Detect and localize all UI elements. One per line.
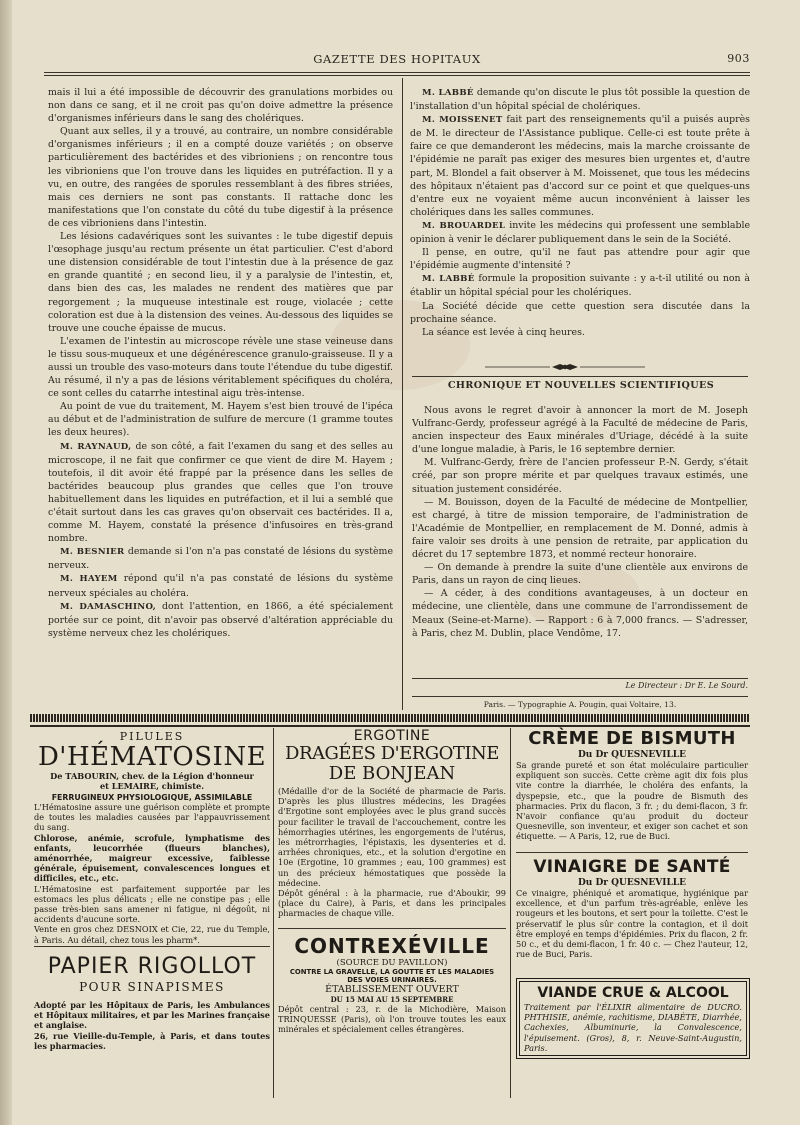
left-column-paragraph: [48, 400, 393, 439]
ad-title: CRÈME DE BISMUTH: [528, 728, 736, 749]
paragraph-text: formule la proposition suivante : y a-t-il utilité ou non à établir un hôpital spécial pour les cholériques.: [410, 273, 750, 299]
ad-separator: [278, 928, 506, 929]
ad-body: Ce vinaigre, phéniqué et aromatique, hygiénique par excellence, et d'un parfum très-agréable, enlève les rougeurs et les boutons, et sert pour la toilette. C'est le préservatif le plus sûr contre la contagion, et il doit être employé en temps d'épidémies. Prix du flacon, 2 fr. 50 c., et du demi-flacon, 1 fr. 40 c. — Chez l'auteur, 12, rue de Buci, Paris.: [516, 888, 748, 960]
left-column-paragraph: [48, 572, 393, 599]
left-column: [48, 86, 393, 640]
ad-body: L'Hématosine est parfaitement supportée par les estomacs les plus délicats ; elle ne constipe pas ; elle passe très-bien sans amener ni fatigue, ni dégoût, ni accidents d'aucune sorte.: [34, 883, 270, 925]
chronique-paragraph: [412, 456, 748, 495]
ad-vinaigre-sante: [516, 856, 748, 959]
right-column-paragraph: [410, 113, 750, 219]
ad-separator: [34, 946, 270, 947]
paragraph-text: Quant aux selles, il y a trouvé, au contraire, un nombre considérable d'organismes inférieurs ; il en a compté douze variétés ; on observe particulièrement des bactérides et des vibrioniens ; on rencontre tous les vibrioniens que l'on trouve dans les liquides en putréfaction. Il y a vu, en outre, des rangées de sporules ressemblant à des fibres striées, mais ces derniers ne sont pas constants. Il rattache donc les manifestations que l'on constate du côté du tube digestif à la présence de ces vibrioniens dans l'intestin.: [48, 126, 393, 229]
ad-title: VIANDE CRUE & ALCOOL: [537, 985, 729, 1001]
ad-dragees-ergotine: [278, 728, 506, 919]
ad-line: (SOURCE DU PAVILLON): [336, 958, 448, 968]
paragraph-text: de son côté, a fait l'examen du sang et des selles au microscope, il ne fait que confirmer ce que vient de dire M. Hayem ; toutefois, il dit avoir été frappé par la présence dans les selles de bactérides beaucoup plus grandes que celles que l'on trouve habituellement dans les liquides en putréfaction, et il lui a semblé que c'était surtout dans les cas graves qu'on observait ces bactérides. Il a, comme M. Hayem, constaté la présence d'infusoires en très-grand nombre.: [48, 440, 393, 545]
speaker-name: M. BESNIER: [60, 547, 125, 558]
right-column-paragraph: [410, 219, 750, 246]
imprint-rule: [412, 696, 748, 697]
right-column-paragraph: [410, 246, 750, 272]
paragraph-text: — M. Bouisson, doyen de la Faculté de médecine de Montpellier, est chargé, à titre de mission temporaire, de l'administration de l'Académie de Montpellier, en remplacement de M. Donné, admis à faire valoir ses droits à une pension de retraite, par application du décret du 17 septembre 1873, et nommé recteur honoraire.: [412, 496, 748, 561]
header-rule: [44, 72, 750, 73]
speaker-name: M. BROUARDEL: [422, 220, 506, 231]
paragraph-text: demande si l'on n'a pas constaté de lésions du système nerveux.: [48, 546, 393, 572]
ad-body: L'Hématosine assure une guérison complète et prompte de toutes les maladies causées par l'appauvrissement du sang.: [34, 802, 270, 833]
paragraph-text: invite les médecins qui professent une semblable opinion à venir le déclarer publiquement dans le sein de la Société.: [410, 219, 750, 246]
paragraph-text: Nous avons le regret d'avoir à annoncer la mort de M. Joseph Vulfranc-Gerdy, professeur agrégé à la Faculté de médecine de Paris, ancien inspecteur des Eaux minérales d'Uriage, décédé à la suite d'une longue maladie, à Paris, le 16 septembre dernier.: [412, 405, 748, 456]
paragraph-text: Les lésions cadavériques sont les suivantes : le tube digestif depuis l'œsophage jusqu'au rectum présente un état particulier. C'est d'abord une distension considérable de tout l'intestin due à la présence de gaz en grande quantité ; en second lieu, il y a paralysie de l'intestin, et, dans bien des cas, les malades ne rendent des matières que par regorgement ; la muqueuse intestinale est rouge, violacée ; cette coloration est due à la distension des veines. Au-dessous des liquides se trouve une couche épaisse de mucus.: [48, 231, 393, 334]
ad-line: CONTRE LA GRAVELLE, LA GOUTTE ET LES MALADIES: [289, 968, 495, 976]
ad-body: Sa grande pureté et son état moléculaire particulier expliquent son succès. Cette crème agit dix fois plus vite contre la diarrhée, le choléra des enfants, la dyspepsie, etc., que la poudre de Bismuth des pharmacies. Prix du flacon, 3 fr. ; du demi-flacon, 3 fr. N'avoir confiance qu'au produit du docteur Quesneville, son inventeur, et exiger son cachet et son étiquette. — A Paris, 12, rue de Buci.: [516, 760, 748, 842]
ad-doctor: Du Dr QUESNEVILLE: [577, 750, 686, 760]
section-ornament: [480, 362, 650, 372]
ad-separator: [516, 852, 748, 853]
ad-divider: [273, 728, 274, 1098]
paragraph-text: La séance est levée à cinq heures.: [422, 326, 585, 338]
paragraph-text: fait part des renseignements qu'il a puisés auprès de M. le directeur de l'Assistance publique. Celle-ci est toute prête à faire ce que demanderont les médecins, mais la marche croissante de l'épidémie ne paraît pas exiger des mesures bien urgentes et, d'autre part, M. Blondel a fait observer à M. Moissenet, que tous les médecins des hôpitaux n'étaient pas d'accord sur ce point et que quelques-uns d'entre eux ne voyaient même aucun inconvénient à laisser les cholériques dans les salles communes.: [410, 114, 750, 218]
ads-band: [30, 714, 750, 722]
speaker-name: M. LABBÉ: [422, 274, 475, 285]
ad-line: DES VOIES URINAIRES.: [347, 976, 437, 984]
speaker-name: M. DAMASCHINO,: [60, 601, 157, 612]
paragraph-text: La Société décide que cette question sera discutée dans la prochaine séance.: [410, 300, 750, 325]
ad-line: ÉTABLISSEMENT OUVERT: [325, 984, 459, 995]
speaker-name: M. MOISSENET: [422, 115, 503, 126]
ad-line: FERRUGINEUX PHYSIOLOGIQUE, ASSIMILABLE: [51, 793, 253, 802]
ad-line: DU 15 MAI AU 15 SEPTEMBRE: [330, 995, 454, 1004]
ad-body: Chlorose, anémie, scrofule, lymphatisme des enfants, leucorrhée (flueurs blanches), aménorrhée, maigreur excessive, faiblesse générale, épuisement, convalescences longues et difficiles, etc., etc.: [34, 832, 270, 884]
ad-doctor: Du Dr QUESNEVILLE: [577, 878, 686, 888]
column-divider: [402, 78, 403, 710]
ad-body: Traitement par l'ÉLIXIR alimentaire de DUCRO. PHTHISIE, anémie, rachitisme, DIABÈTE, Diarrhée, Cachexies, Albuminurie, la Convalescence, l'épuisement. (Gros), 8, r. Neuve-Saint-Augustin, Paris.: [524, 1002, 742, 1053]
left-column-paragraph: [48, 545, 393, 572]
header-rule: [44, 75, 750, 76]
left-column-paragraph: [48, 440, 393, 546]
page-number: 903: [727, 52, 750, 65]
paragraph-text: — On demande à prendre la suite d'une clientèle aux environs de Paris, dans un rayon de cinq lieues.: [412, 562, 748, 587]
ad-line: De TABOURIN, chev. de la Légion d'honneur: [50, 771, 254, 781]
ad-divider: [510, 728, 511, 1098]
right-column-paragraph: [410, 86, 750, 113]
left-column-paragraph: [48, 125, 393, 230]
ad-body: 26, rue Vieille-du-Temple, à Paris, et dans toutes les pharmacies.: [34, 1030, 270, 1051]
chronique-paragraph: [412, 561, 748, 587]
chronique-top-rule: [412, 376, 748, 377]
paragraph-text: M. Vulfranc-Gerdy, frère de l'ancien professeur P.-N. Gerdy, s'était créé, par son propre mérite et par quelques travaux estimés, une situation justement considérée.: [412, 457, 748, 495]
ad-papier-rigollot: [34, 954, 270, 1051]
ad-title: DE BONJEAN: [328, 763, 456, 784]
left-column-paragraph: [48, 600, 393, 640]
left-column-paragraph: [48, 86, 393, 125]
ad-title: D'HÉMATOSINE: [37, 742, 267, 772]
speaker-name: M. HAYEM: [60, 574, 118, 585]
director-signature: Le Directeur : Dr E. Le Sourd.: [625, 681, 748, 690]
ad-title: PAPIER RIGOLLOT: [47, 954, 257, 979]
ad-body: Dépôt général : à la pharmacie, rue d'Aboukir, 99 (place du Caire), à Paris, et dans les principales pharmacies de chaque ville.: [278, 888, 506, 919]
ad-title: DRAGÉES D'ERGOTINE: [285, 743, 499, 764]
ad-title: VINAIGRE DE SANTÉ: [533, 857, 731, 877]
binding-gutter: [0, 0, 12, 1125]
ad-kicker: ERGOTINE: [353, 728, 431, 744]
paragraph-text: L'examen de l'intestin au microscope révèle une stase veineuse dans le tissu sous-muqueux et une dégénérescence granulo-graisseuse. Il y a aussi un trouble des vaso-moteurs dans toute l'étendue du tube digestif. Au résumé, il n'y a pas de lésions véritablement spécifiques du choléra, ce sont celles du catarrhe intestinal aigu très-intense.: [48, 335, 393, 400]
chronique-paragraph: [412, 496, 748, 561]
ad-title: CONTREXÉVILLE: [294, 934, 490, 958]
right-column: [410, 86, 750, 339]
ad-pilules-hematosine: [34, 730, 270, 945]
chronique-body: [412, 404, 748, 640]
printer-imprint: Paris. — Typographie A. Pougin, quai Voltaire, 13.: [483, 700, 677, 709]
chronique-paragraph: [412, 587, 748, 639]
ad-contrexeville: [278, 934, 506, 1035]
right-column-paragraph: [410, 272, 750, 299]
signature-rule: [412, 678, 748, 679]
ad-body: Adopté par les Hôpitaux de Paris, les Ambulances et Hôpitaux militaires, et par les Marines française et anglaise.: [34, 1000, 270, 1031]
right-column-paragraph: [410, 300, 750, 326]
ad-creme-bismuth: [516, 728, 748, 842]
chronique-paragraph: [412, 404, 748, 456]
ad-subtitle: POUR SINAPISMES: [79, 980, 225, 994]
paragraph-text: dont l'attention, en 1866, a été spécialement portée sur ce point, dit n'avoir pas observé d'altération appréciable du système nerveux chez les cholériques.: [48, 600, 394, 639]
left-column-paragraph: [48, 335, 393, 400]
right-column-paragraph: [410, 326, 750, 339]
ad-kicker: PILULES: [119, 730, 185, 743]
journal-title: GAZETTE DES HOPITAUX: [313, 52, 481, 66]
chronique-title: CHRONIQUE ET NOUVELLES SCIENTIFIQUES: [447, 380, 715, 391]
left-column-paragraph: [48, 230, 393, 335]
paragraph-text: Au point de vue du traitement, M. Hayem s'est bien trouvé de l'ipéca au début et de l'administration de sulfure de mercure (1 gramme toutes les deux heures).: [48, 401, 393, 439]
paragraph-text: demande qu'on discute le plus tôt possible la question de l'installation d'un hôpital spécial de cholériques.: [410, 87, 750, 113]
page-header: [44, 52, 750, 68]
speaker-name: M. RAYNAUD,: [60, 441, 132, 452]
ad-body: Vente en gros chez DESNOIX et Cie, 22, rue du Temple, à Paris. Au détail, chez tous les pharm*.: [34, 924, 270, 945]
ad-body: (Médaille d'or de la Société de pharmacie de Paris. D'après les plus illustres médecins, les Dragées d'Ergotine sont employées avec le plus grand succès pour faciliter le travail de l'accouchement, contre les hémorrhagies utérines, les engorgements de l'utérus, les métrorrhagies, l'épistaxis, les dysenteries et d. arrhées chroniques, etc., et la solution d'ergotine en 10e (Ergotine, 10 grammes ; eau, 100 grammes) est un des précieux hémostatiques que possède la médecine.: [278, 786, 506, 888]
ad-viande-crue: [516, 978, 750, 1059]
speaker-name: M. LABBÉ: [422, 88, 474, 98]
ad-body: Dépôt central : 23, r. de la Michodière, Maison TRINQUESSE (Paris), où l'on trouve toutes les eaux minérales et spécialement celles étrangères.: [278, 1004, 506, 1035]
paragraph-text: répond qu'il n'a pas constaté de lésions du système nerveux spéciales au choléra.: [48, 573, 394, 599]
ads-band-rule: [30, 725, 750, 727]
paragraph-text: — A céder, à des conditions avantageuses, à un docteur en médecine, une clientèle, dans une commune de l'arrondissement de Meaux (Seine-et-Marne). — Rapport : 6 à 7,000 francs. — S'adresser, à Paris, chez M. Dublin, place Vendôme, 17.: [412, 588, 748, 639]
paragraph-text: Il pense, en outre, qu'il ne faut pas attendre pour agir que l'épidémie augmente d'intensité ?: [410, 247, 750, 272]
ad-line: et LEMAIRE, chimiste.: [99, 781, 205, 791]
paragraph-text: mais il lui a été impossible de découvrir des granulations morbides ou non dans ce sang, et il ne croit pas qu'on doive admettre la présence d'organismes inférieurs dans le sang des cholériques.: [48, 87, 393, 125]
